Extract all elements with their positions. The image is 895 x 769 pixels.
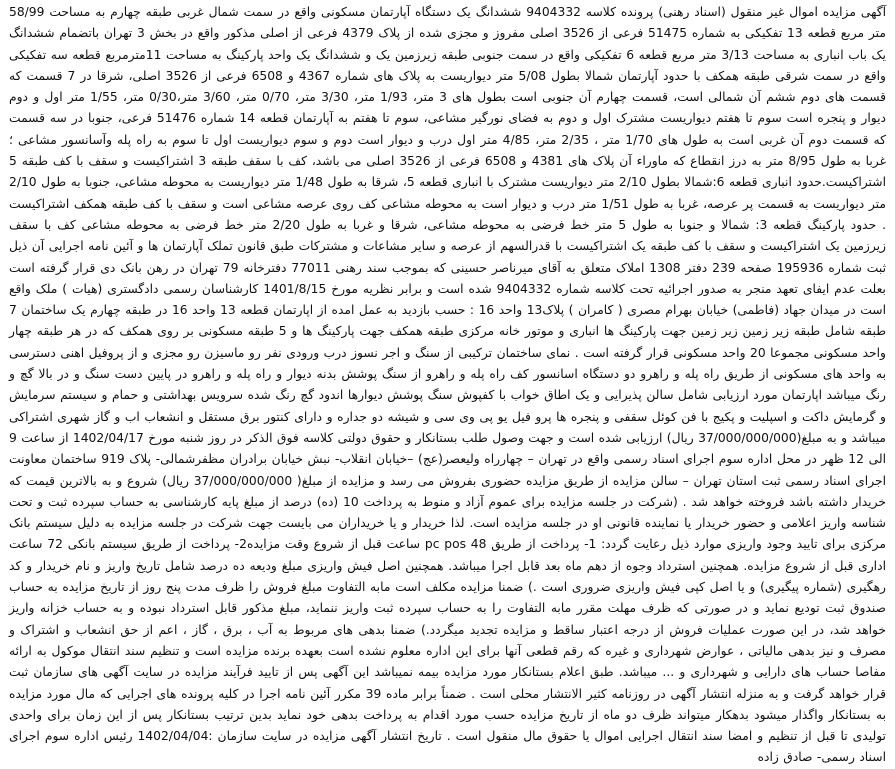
auction-notice-text: آگهی مزایده اموال غیر منقول (اسناد رهنی) پرونده کلاسه 9404332 ششدانگ یک دستگاه آپارتمان مسکونی واقع در سمت شمال غربی طبقه چهارم به مساحت 58/99 متر مربع قطعه 13 تفکیکی به شماره 51475 فرعی از 3526 اصلی مفروز و مجزی شده از پلاک 4379 فرعی از اصلی مذکور واقع در بخش 3 تهران باتضمام ششدانگ یک باب انباری به مساحت 3/13 متر مربع قطعه 6 تفکیکی واقع در سمت جنوبی طبقه زیرزمین یک و ششدانگ یک واحد پارکینگ به مساحت 11مترمربع قطعه سه تفکیکی واقع در سمت شرقی طبقه همکف با حدود آپارتمان شمالا بطول 5/08 متر دیواریست به پلاک های شماره 4367 و 6508 فرعی از 3526 اصلی، شرقا در 7 قسمت که قسمت های دوم ششم آن شمالی است، قسمت چهارم آن جنوبی است بطول های 3 متر، 1/93 متر، 3/30 متر، 0/70 متر، 3/60 متر،0/30 متر، 1/55 متر اول و دوم دیوار و پنجره است سوم تا هفتم دیواریست مشترک اول و دوم به فضای نورگیر مشاعی، سوم تا هفتم به آپارتمان قطعه 14 شماره 51476 فرعی، جنوبا در سه قسمت که قسمت دوم آن غربی است به طول های 1/70 متر ، 2/35 متر، 4/85 متر اول درب و دیوار است دوم و سوم دیواریست اول تا سوم به راه پله وآسانسور مشاعی ؛ غربا به طول 8/95 متر به درز انقطاع که ماوراء آن پلاک های 4381 و 6508 فرعی از 3526 اصلی می باشد، کف با سقف طبقه 3 اشتراکیست و سقف با کف طبقه 5 اشتراکیست.حدود انباری قطعه 6:شمالا بطول 2/10 متر دیواریست مشترک با انباری قطعه 5، شرقا به طول 1/48 متر دیواریست به محوطه مشاعی، جنوبا به طول 2/10 متر دیواریست به قسمت پر عرصه، غربا به طول 1/51 متر درب و دیوار است به محوطه مشاعی کف روی عرصه مشاعی است و سقف با کف طبقه همکف اشتراکیست . حدود پارکینگ قطعه 3: شمالا و جنوبا به طول 5 متر خط فرضی به محوطه مشاعی، شرقا و غربا به طول 2/20 متر خط فرضی به محوطه مشاعی کف با سقف زیرزمین یک اشتراکیست و سقف با کف طبقه یک اشتراکیست با قدرالسهم از عرصه و سایر مشاعات و مشترکات طبق قانون تملک آپارتمان ها و آئین نامه اجرایی آن ذیل ثبت شماره 195936 صفحه 239 دفتر 1308 املاک متعلق به آقای میرناصر حسینی که بموجب سند رهنی 77011 دفترخانه 79 تهران در رهن بانک دی قرار گرفته است بعلت عدم ایفای تعهد منجر به صدور اجرائیه تحت کلاسه شماره 9404332 شده است و برابر نظریه مورخ 1401/8/15 کارشناسان رسمی دادگستری (هیات ) ملک واقع است در میدان جهاد (فاطمی) خیابان بهرام مصری ( کامران ) پلاک13 واحد 16 : حسب بازدید به عمل امده از اپارتمان قطعه 13 واحد 16 در طبقه چهارم یک ساختمان 7 طبقه شامل طبقه زیر زمین زیر زمین جهت پارکینگ ها انباری و موتور خانه مرکزی طبقه همکف جهت پارکینگ ها و 5 طبقه مسکونی بر روی همکف که در هر طبقه چهار واحد مسکونی مجموعا 20 واحد مسکونی قرار گرفته است . نمای ساختمان ترکیبی از سنگ و اجر نسوز درب ورودی نفر رو ماسیزن رو مجزی و از پروفیل اهنی دسترسی به واحد های مسکونی از طریق راه پله و راهرو دو دستگاه اسانسور کف راه پله و راهرو از سنگ پوشش بدنه دیوار و راه پله و راهرو در پایین دست سنگ و در بالا گچ و رنگ میباشد اپارتمان مورد ارزیابی شامل سالن پذیرایی و یک اطاق خواب با کفپوش سنگ پوشش دیوارها اندود گچ رنگ شده سرویس بهداشتی و حمام و سیستم سرمایش و گرمایش داکت و اسپلیت و پکیج با فن کوئل سقفی و پنجره ها پرو فیل یو پی وی سی و شیشه دو جداره و دارای کنتور برق مستقل و انشعاب اب و گاز شهری اشتراکی میباشد و به مبلغ(37/000/000/000 ریال) ارزیابی شده است و جهت وصول طلب بستانکار و حقوق دولتی کلاسه فوق الذکر در روز شنبه مورخ 1402/04/17 از ساعت 9 الی 12 ظهر در محل اداره سوم اجرای اسناد رسمی واقع در تهران – چهارراه ولیعصر(عج) –خیابان انقلاب- نبش خیابان برادران مظفرشمالی- پلاک 919 ساختمان معاونت اجرای اسناد رسمی ثبت استان تهران – سالن مزایده از طریق مزایده حضوری بفروش می رسد و مزایده از مبلغ( 37/000/000/000 ریال) شروع و به بالاترین قیمت که خریدار داشته باشد فروخته خواهد شد . (شرکت در جلسه مزایده برای عموم آزاد و منوط به پرداخت 10 (ده) درصد از مبلغ پایه کارشناسی به حساب سپرده ثبت و تحت شناسه واریز اعلامی و حضور خریدار یا نماینده قانونی او در جلسه مزایده است. لذا خریدار و یا خریداران می بایست جهت شرکت در جلسه مزایده به دلیل سیستم بانک مرکزی برای تایید وجود واریزی موارد ذیل رعایت گردد: 1- پرداخت از طریق pc pos 48 ساعت قبل از شروع وقت مزایده2- پرداخت از طریق سیستم بانکی 72 ساعت اداری قبل از شروع مزایده. همچنین استرداد وجوه از دهم ماه بعد قابل اجرا میباشد. همچنین اصل فیش واریزی مبلغ ودیعه ده درصد شامل تاریخ واریز و نام خریدار و کد رهگیری (شماره پیگیری) و یا اصل کپی فیش واریزی ضروری است .) ضمنا مزایده مکلف است مابه التفاوت مبلغ فروش را ظرف مدت پنج روز از تاریخ مزایده به حساب صندوق ثبت تودیع نماید و در صورتی که ظرف مهلت مقرر مابه التفاوت را به حساب سپرده ثبت واریز ننماید، مبلغ مذکور قابل استرداد نبوده و به حساب خزانه واریز خواهد شد، در این صورت عملیات فروش از درجه اعتبار ساقط و مزایده تجدید میگردد.) ضمنا بدهی های مربوط به آب ، برق ، گاز ، اعم از حق انشعاب و اشتراک و مصرف و نیز بدهی مالیاتی ، عوارض شهرداری و غیره که رقم قطعی آنها برای این اداره معلوم نشده است بعهده برنده مزایده است و تنظیم سند انتقال موکول به ارائه مفاصا حساب های دارایی و شهرداری و ... میباشد. طبق اعلام بستانکار مورد مزایده بیمه نمیباشد این آگهی پس از تایید فرآیند مزایده در سایت آگهی های سازمان ثبت قرار خواهد گرفت و به منزله انتشار آگهی در روزنامه کثیر الانتشار محلی است . ضمناً برابر ماده 39 مکرر آئین نامه اجرا در کلیه پرونده های اجرایی که مال مورد مزایده به بستانکار واگذار میشود بدهکار میتواند ظرف دو ماه از تاریخ مزایده حسب مورد اقدام به پرداخت بدهی خود نماید بدین ترتیب بستانکار پس از این زمان برای واحدی تولیدی تا قبل از تنظیم و امضا سند انتقال اجرایی اموال یا حقوق مال منقول است . تاریخ انتشار آگهی مزایده در سایت سازمان :1402/04/04 رئیس اداره سوم اجرای اسناد رسمی- صادق زاده (9, 5, 887, 765)
